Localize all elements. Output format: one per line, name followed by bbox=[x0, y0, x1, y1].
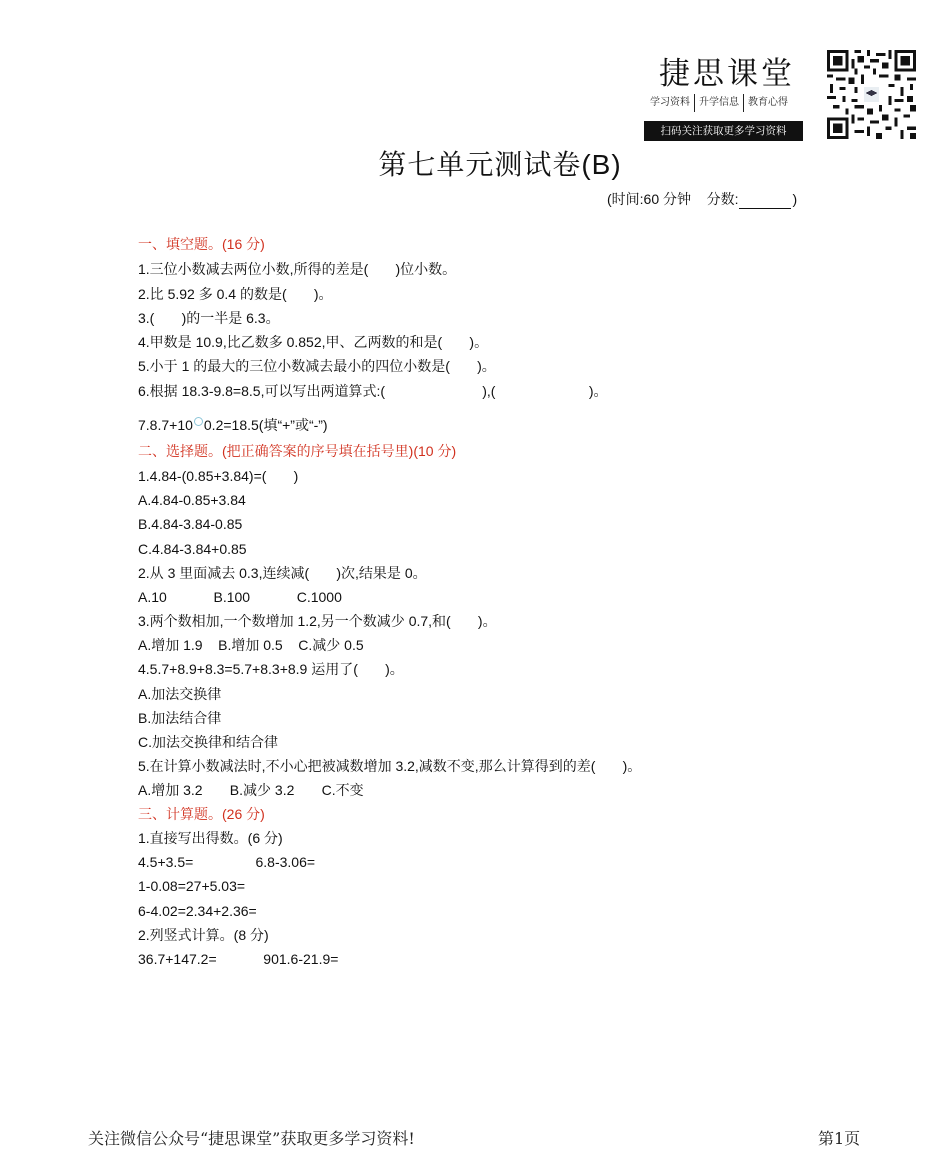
item7-part-a: 7.8.7+10 bbox=[138, 417, 193, 433]
section3-line: 4.5+3.5= 6.8-3.06= bbox=[138, 854, 316, 870]
section2-line: 3.两个数相加,一个数增加 1.2,另一个数减少 0.7,和( )。 bbox=[138, 613, 497, 629]
section2-line: C.4.84-3.84+0.85 bbox=[138, 541, 247, 557]
section2-line: A.增加 1.9 B.增加 0.5 C.减少 0.5 bbox=[138, 637, 364, 653]
section2-line: A.增加 3.2 B.减少 3.2 C.不变 bbox=[138, 782, 364, 798]
score-blank[interactable] bbox=[739, 194, 791, 209]
page-number: 第1页 bbox=[818, 1129, 861, 1148]
section2-heading: 二、选择题。(把正确答案的序号填在括号里)(10 分) bbox=[138, 443, 457, 459]
section1-item-7 bbox=[138, 416, 328, 434]
brand-links bbox=[646, 94, 792, 112]
section1-item-5: 5.小于 1 的最大的三位小数减去最小的四位小数是( )。 bbox=[138, 358, 496, 374]
section2-line: 5.在计算小数减法时,不小心把被减数增加 3.2,减数不变,那么计算得到的差( )。 bbox=[138, 758, 642, 774]
brand-name: 捷思课堂 bbox=[659, 56, 795, 92]
answer-circle-icon[interactable] bbox=[194, 417, 203, 426]
section1-item-6: 6.根据 18.3-9.8=8.5,可以写出两道算式:( ),( )。 bbox=[138, 383, 608, 399]
brand-bar: 扫码关注获取更多学习资料 bbox=[644, 121, 803, 141]
section2-line: B.加法结合律 bbox=[138, 710, 222, 726]
section3-line: 6-4.02=2.34+2.36= bbox=[138, 903, 257, 919]
brand-link-admission: 升学信息 bbox=[695, 94, 744, 112]
brand-link-education: 教育心得 bbox=[748, 97, 788, 108]
brand-link-study: 学习资料 bbox=[646, 94, 695, 112]
section1-item-4: 4.甲数是 10.9,比乙数多 0.852,甲、乙两数的和是( )。 bbox=[138, 334, 489, 350]
section1-item-3: 3.( )的一半是 6.3。 bbox=[138, 310, 280, 326]
section2-line: A.加法交换律 bbox=[138, 686, 222, 702]
section2-line: C.加法交换律和结合律 bbox=[138, 734, 278, 750]
score-label: 分数: bbox=[706, 191, 739, 207]
section3-line: 36.7+147.2= 901.6-21.9= bbox=[138, 951, 339, 967]
section2-line: A.4.84-0.85+3.84 bbox=[138, 492, 246, 508]
section1-item-1: 1.三位小数减去两位小数,所得的差是( )位小数。 bbox=[138, 261, 457, 277]
section1-item-2: 2.比 5.92 多 0.4 的数是( )。 bbox=[138, 286, 333, 302]
brand-block bbox=[644, 48, 804, 137]
section3-heading: 三、计算题。(26 分) bbox=[138, 806, 265, 822]
section2-line: B.4.84-3.84-0.85 bbox=[138, 516, 243, 532]
meta-close: ) bbox=[792, 191, 798, 207]
exam-meta bbox=[607, 189, 797, 209]
section3-line: 1-0.08=27+5.03= bbox=[138, 878, 246, 894]
section2-line: A.10 B.100 C.1000 bbox=[138, 589, 342, 605]
item7-part-b: 0.2=18.5(填“+”或“-”) bbox=[203, 417, 328, 433]
section2-line: 2.从 3 里面减去 0.3,连续减( )次,结果是 0。 bbox=[138, 565, 427, 581]
section3-line: 2.列竖式计算。(8 分) bbox=[138, 927, 269, 943]
section3-line: 1.直接写出得数。(6 分) bbox=[138, 830, 283, 846]
section2-line: 1.4.84-(0.85+3.84)=( ) bbox=[138, 468, 299, 484]
section1-heading: 一、填空题。(16 分) bbox=[138, 236, 265, 252]
time-label: (时间:60 分钟 bbox=[607, 191, 692, 207]
page-title: 第七单元测试卷(B) bbox=[378, 149, 622, 180]
section2-line: 4.5.7+8.9+8.3=5.7+8.3+8.9 运用了( )。 bbox=[138, 661, 404, 677]
footer-promo: 关注微信公众号“捷思课堂”获取更多学习资料! bbox=[88, 1129, 415, 1148]
qr-code-icon bbox=[827, 50, 916, 139]
